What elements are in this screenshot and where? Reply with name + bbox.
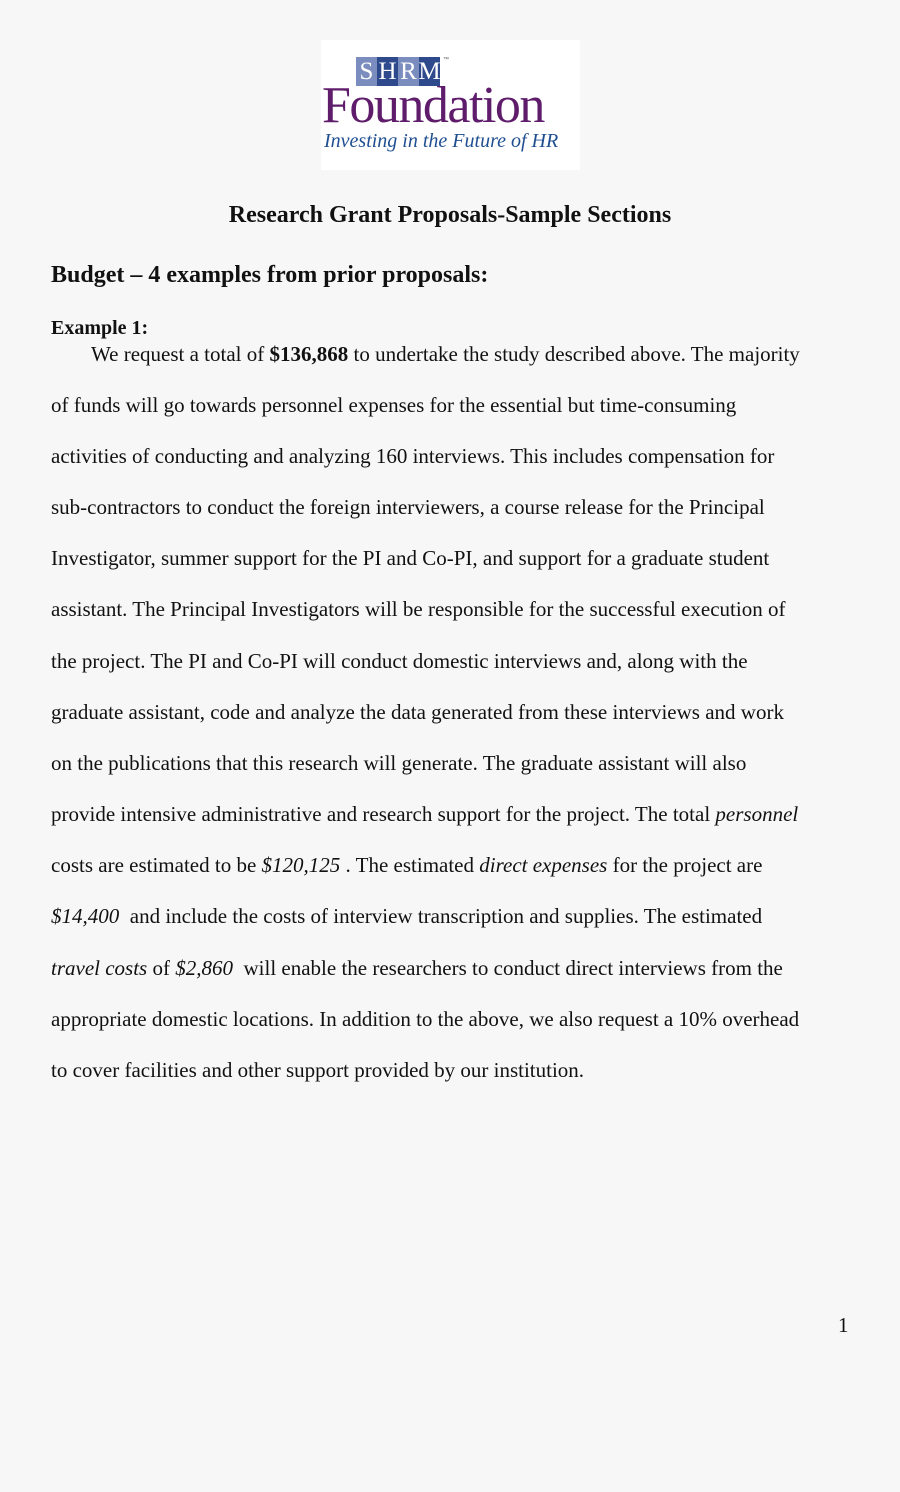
logo-tagline: Investing in the Future of HR xyxy=(324,130,559,152)
body-line: assistant. The Principal Investigators will be responsible for the successful execution of xyxy=(51,597,786,621)
body-text: to undertake the study described above. The majority xyxy=(348,342,800,366)
body-text: will enable the researchers to conduct direct interviews from the xyxy=(232,956,783,980)
emphasis-travel-costs: travel costs xyxy=(51,956,148,980)
body-text: provide intensive administrative and research support for the project. The total xyxy=(51,802,716,826)
body-line: to cover facilities and other support provided by our institution. xyxy=(51,1058,585,1082)
logo-letter-s: S xyxy=(356,57,377,86)
trademark-mark: ™ xyxy=(443,57,449,63)
page-number: 1 xyxy=(838,1313,849,1337)
body-text: . The estimated xyxy=(340,853,480,877)
body-line: appropriate domestic locations. In addition to the above, we also request a 10% overhead xyxy=(51,1007,800,1031)
body-line: on the publications that this research will generate. The graduate assistant will also xyxy=(51,751,747,775)
body-line: of funds will go towards personnel expenses for the essential but time-consuming xyxy=(51,393,737,417)
body-line: graduate assistant, code and analyze the data generated from these interviews and work xyxy=(51,700,784,724)
body-text: and include the costs of interview transcription and supplies. The estimated xyxy=(119,904,763,928)
emphasis-direct-expenses: direct expenses xyxy=(479,853,608,877)
body-text: We request a total of xyxy=(91,342,270,366)
example-label: Example 1: xyxy=(51,317,149,339)
body-line: the project. The PI and Co-PI will conduct domestic interviews and, along with the xyxy=(51,649,748,673)
body-line xyxy=(51,852,762,878)
shrm-foundation-logo xyxy=(321,40,580,170)
body-line xyxy=(51,955,783,981)
body-line xyxy=(51,801,798,827)
logo-letter-h: H xyxy=(378,58,397,85)
body-line: Investigator, summer support for the PI and Co-PI, and support for a graduate student xyxy=(51,546,770,570)
body-text: for the project are xyxy=(607,853,763,877)
body-text: of xyxy=(147,956,176,980)
body-line xyxy=(91,341,800,367)
body-line: activities of conducting and analyzing 160 interviews. This includes compensation for xyxy=(51,444,775,468)
body-line xyxy=(51,903,762,929)
logo-letter-r: R xyxy=(398,57,419,86)
body-text: costs are estimated to be xyxy=(51,853,262,877)
travel-cost-amount: $2,860 xyxy=(175,956,233,980)
logo-foundation-text: Foundation xyxy=(322,77,544,134)
document-title: Research Grant Proposals-Sample Sections xyxy=(228,202,672,228)
total-request-amount: $136,868 xyxy=(269,342,349,366)
logo-letter-m: M xyxy=(418,58,441,85)
emphasis-personnel: personnel xyxy=(715,802,799,826)
body-line: sub-contractors to conduct the foreign interviewers, a course release for the Principal xyxy=(51,495,765,519)
personnel-cost-amount: $120,125 xyxy=(261,853,341,877)
section-heading: Budget – 4 examples from prior proposals: xyxy=(51,262,489,288)
direct-expenses-amount: $14,400 xyxy=(51,904,120,928)
